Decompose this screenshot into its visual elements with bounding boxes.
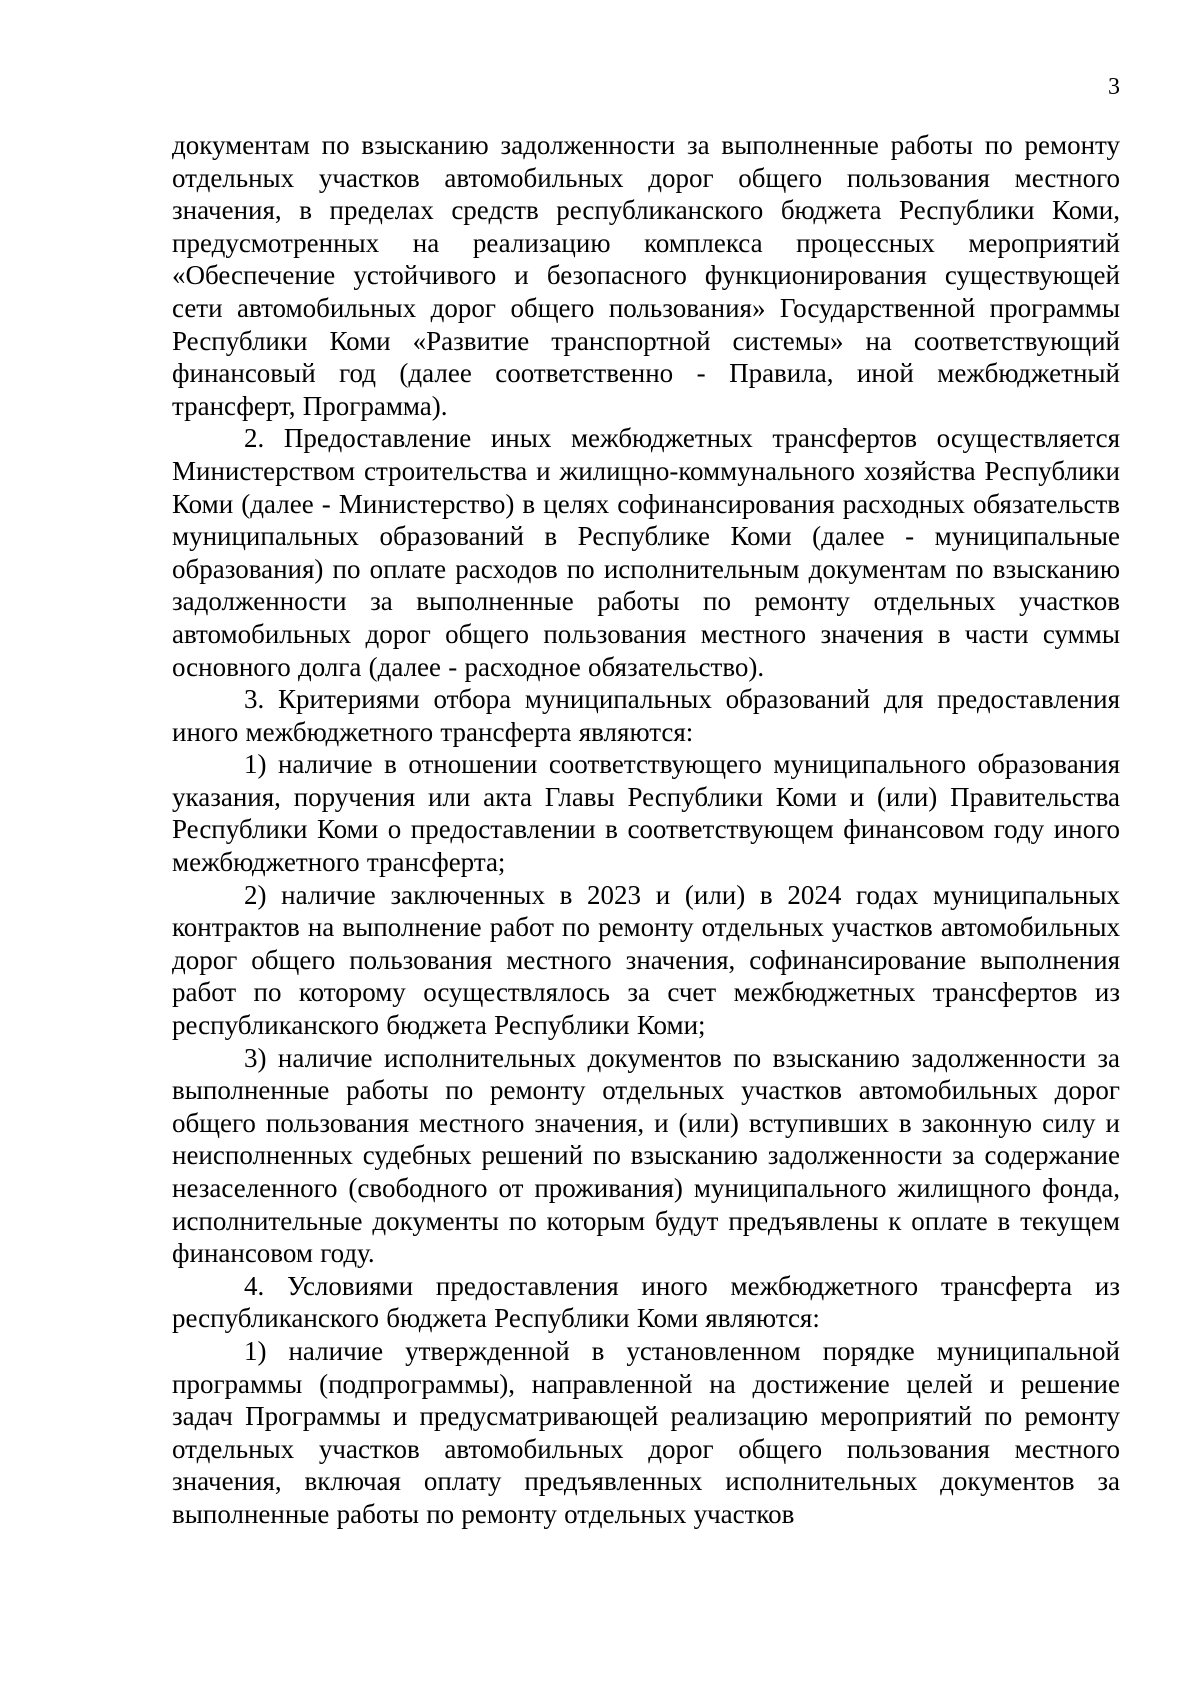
paragraph-continuation: документам по взысканию задолженности за выполненные работы по ремонту отдельных участков автомобильных дорог общего пользования местного значения, в пределах средств республиканского бюджета Республики Коми, предусмотренных на реализацию комплекса процессных мероприятий «Обеспечение устойчивого и безопасного функционирования существующей сети автомобильных дорог общего пользования» Государственной программы Республики Коми «Развитие транспортной системы» на соответствующий финансовый год (далее соответственно - Правила, иной межбюджетный трансферт, Программа). bbox=[172, 130, 1120, 421]
document-body bbox=[172, 129, 1120, 1531]
paragraph-item-3-3: 3) наличие исполнительных документов по взысканию задолженности за выполненные работы по ремонту отдельных участков автомобильных дорог общего пользования местного значения, и (или) вступивших в законную силу и неисполненных судебных решений по взысканию задолженности за содержание незаселенного (свободного от проживания) муниципального жилищного фонда, исполнительные документы по которым будут предъявлены к оплате в текущем финансовом году. bbox=[172, 1042, 1120, 1269]
paragraph-item-4-1: 1) наличие утвержденной в установленном порядке муниципальной программы (подпрограммы), направленной на достижение целей и решение задач Программы и предусматривающей реализацию мероприятий по ремонту отдельных участков автомобильных дорог общего пользования местного значения, включая оплату предъявленных исполнительных документов за выполненные работы по ремонту отдельных участков bbox=[172, 1335, 1120, 1529]
page-number: 3 bbox=[1108, 74, 1120, 100]
paragraph-item-2: 2. Предоставление иных межбюджетных трансфертов осуществляется Министерством строительства и жилищно-коммунального хозяйства Республики Коми (далее - Министерство) в целях софинансирования расходных обязательств муниципальных образований в Республике Коми (далее - муниципальные образования) по оплате расходов по исполнительным документам по взысканию задолженности за выполненные работы по ремонту отдельных участков автомобильных дорог общего пользования местного значения в части суммы основного долга (далее - расходное обязательство). bbox=[172, 423, 1120, 682]
paragraph-item-3-1: 1) наличие в отношении соответствующего муниципального образования указания, поручения или акта Главы Республики Коми и (или) Правительства Республики Коми о предоставлении в соответствующем финансовом году иного межбюджетного трансферта; bbox=[172, 749, 1120, 878]
paragraph-item-3: 3. Критериями отбора муниципальных образований для предоставления иного межбюджетного трансферта являются: bbox=[172, 684, 1120, 747]
paragraph-item-3-2: 2) наличие заключенных в 2023 и (или) в 2024 годах муниципальных контрактов на выполнение работ по ремонту отдельных участков автомобильных дорог общего пользования местного значения, софинансирование выполнения работ по которому осуществлялось за счет межбюджетных трансфертов из республиканского бюджета Республики Коми; bbox=[172, 879, 1120, 1041]
paragraph-item-4: 4. Условиями предоставления иного межбюджетного трансферта из республиканского бюджета Республики Коми являются: bbox=[172, 1270, 1120, 1334]
